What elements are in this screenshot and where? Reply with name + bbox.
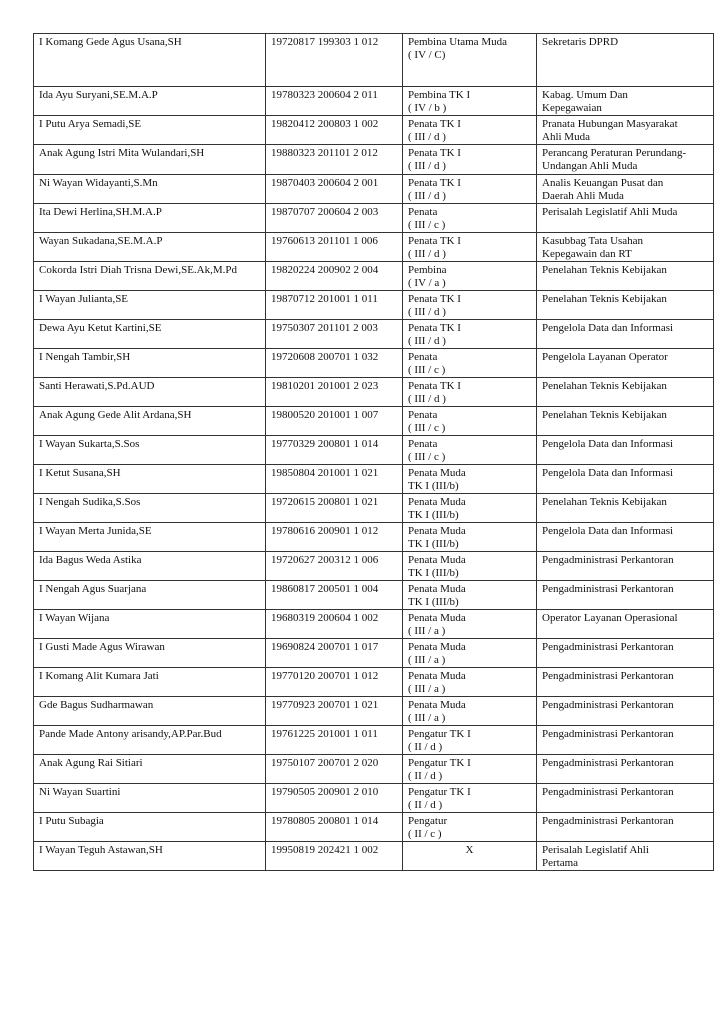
- cell-text: Ida Bagus Weda Astika: [39, 554, 142, 566]
- cell-text: Pengadministrasi Perkantoran: [542, 728, 674, 740]
- table-row: [34, 697, 714, 726]
- cell-text: ( IV / a ): [408, 277, 446, 289]
- employee-rank-cell: [403, 291, 537, 320]
- cell-text: ( III / d ): [408, 248, 446, 260]
- employee-position-cell: [537, 610, 714, 639]
- cell-text: Anak Agung Istri Mita Wulandari,SH: [39, 147, 205, 159]
- employee-rank-cell: [403, 175, 537, 204]
- employee-position-cell: [537, 697, 714, 726]
- employee-nip-cell: [266, 697, 403, 726]
- employee-position-cell: [537, 726, 714, 755]
- cell-text: Wayan Sukadana,SE.M.A.P: [39, 235, 163, 247]
- cell-text: Anak Agung Rai Sitiari: [39, 757, 143, 769]
- cell-text: Penata Muda: [408, 699, 466, 711]
- employee-position-cell: [537, 320, 714, 349]
- table-row: [34, 813, 714, 842]
- employee-table: [33, 33, 714, 871]
- cell-text: Pengelola Data dan Informasi: [542, 525, 674, 537]
- employee-nip-cell: [266, 494, 403, 523]
- cell-text: 19680319 200604 1 002: [271, 612, 379, 624]
- cell-text: Penata TK I: [408, 118, 461, 130]
- cell-text: Penata: [408, 409, 438, 421]
- employee-rank-cell: [403, 523, 537, 552]
- cell-text: Pengadministrasi Perkantoran: [542, 670, 674, 682]
- table-row: [34, 233, 714, 262]
- cell-text: I Wayan Julianta,SE: [39, 293, 129, 305]
- cell-text: Penata TK I: [408, 322, 461, 334]
- cell-text: ( III / c ): [408, 364, 446, 376]
- employee-nip-cell: [266, 116, 403, 145]
- employee-rank-cell: [403, 378, 537, 407]
- cell-text: Penelahan Teknis Kebijakan: [542, 293, 667, 305]
- employee-name-cell: [34, 145, 266, 175]
- table-row: [34, 175, 714, 204]
- cell-text: I Ketut Susana,SH: [39, 467, 121, 479]
- cell-text: Pembina Utama Muda: [408, 36, 507, 48]
- cell-text: Penata Muda: [408, 583, 466, 595]
- table-row: [34, 204, 714, 233]
- employee-rank-cell: [403, 813, 537, 842]
- employee-nip-cell: [266, 233, 403, 262]
- employee-name-cell: [34, 233, 266, 262]
- cell-text: Pengelola Data dan Informasi: [542, 438, 674, 450]
- cell-text: Pengadministrasi Perkantoran: [542, 786, 674, 798]
- cell-text: Penata: [408, 351, 438, 363]
- employee-rank-cell: [403, 581, 537, 610]
- cell-text: Penata TK I: [408, 177, 461, 189]
- cell-text: 19760613 201101 1 006: [271, 235, 378, 247]
- employee-name-cell: [34, 552, 266, 581]
- cell-text: ( IV / b ): [408, 102, 447, 114]
- cell-text: Penelahan Teknis Kebijakan: [542, 496, 667, 508]
- cell-text: Pembina: [408, 264, 447, 276]
- table-row: [34, 291, 714, 320]
- employee-position-cell: [537, 552, 714, 581]
- cell-text: ( II / d ): [408, 770, 443, 782]
- employee-nip-cell: [266, 668, 403, 697]
- employee-name-cell: [34, 320, 266, 349]
- employee-rank-cell: [403, 87, 537, 116]
- employee-nip-cell: [266, 581, 403, 610]
- cell-text: Penata Muda: [408, 496, 466, 508]
- cell-text: Perisalah Legislatif Ahli Muda: [542, 206, 678, 218]
- table-row: [34, 34, 714, 87]
- cell-text: Penata Muda: [408, 525, 466, 537]
- employee-rank-cell: [403, 407, 537, 436]
- employee-position-cell: [537, 291, 714, 320]
- cell-text: 19780323 200604 2 011: [271, 89, 378, 101]
- employee-nip-cell: [266, 726, 403, 755]
- cell-text: X: [465, 844, 474, 856]
- cell-text: Kabag. Umum Dan: [542, 89, 628, 101]
- employee-name-cell: [34, 116, 266, 145]
- employee-position-cell: [537, 34, 714, 87]
- employee-name-cell: [34, 378, 266, 407]
- employee-nip-cell: [266, 610, 403, 639]
- cell-text: Pande Made Antony arisandy,AP.Par.Bud: [39, 728, 222, 740]
- cell-text: Daerah Ahli Muda: [542, 190, 624, 202]
- employee-position-cell: [537, 145, 714, 175]
- cell-text: Penelahan Teknis Kebijakan: [542, 409, 667, 421]
- cell-text: Penata TK I: [408, 380, 461, 392]
- cell-text: I Putu Subagia: [39, 815, 104, 827]
- employee-rank-cell: [403, 320, 537, 349]
- cell-text: Undangan Ahli Muda: [542, 160, 638, 172]
- employee-rank-cell: [403, 639, 537, 668]
- employee-position-cell: [537, 842, 714, 871]
- employee-name-cell: [34, 639, 266, 668]
- cell-text: 19770329 200801 1 014: [271, 438, 379, 450]
- employee-position-cell: [537, 262, 714, 291]
- cell-text: 19750107 200701 2 020: [271, 757, 379, 769]
- table-row: [34, 668, 714, 697]
- employee-nip-cell: [266, 349, 403, 378]
- cell-text: ( II / c ): [408, 828, 442, 840]
- employee-name-cell: [34, 581, 266, 610]
- cell-text: Pengadministrasi Perkantoran: [542, 815, 674, 827]
- cell-text: TK I (III/b): [408, 509, 459, 521]
- employee-name-cell: [34, 726, 266, 755]
- cell-text: Perancang Peraturan Perundang-: [542, 147, 687, 159]
- table-row: [34, 494, 714, 523]
- cell-text: Ni Wayan Widayanti,S.Mn: [39, 177, 158, 189]
- employee-nip-cell: [266, 34, 403, 87]
- employee-name-cell: [34, 465, 266, 494]
- cell-text: Penata: [408, 206, 438, 218]
- cell-text: 19720817 199303 1 012: [271, 36, 379, 48]
- employee-name-cell: [34, 842, 266, 871]
- employee-nip-cell: [266, 175, 403, 204]
- cell-text: ( III / d ): [408, 306, 446, 318]
- employee-rank-cell: [403, 116, 537, 145]
- cell-text: ( III / a ): [408, 683, 446, 695]
- employee-rank-cell: [403, 784, 537, 813]
- employee-name-cell: [34, 87, 266, 116]
- table-row: [34, 378, 714, 407]
- cell-text: Anak Agung Gede Alit Ardana,SH: [39, 409, 192, 421]
- cell-text: TK I (III/b): [408, 567, 459, 579]
- employee-position-cell: [537, 523, 714, 552]
- employee-rank-cell: [403, 436, 537, 465]
- table-row: [34, 349, 714, 378]
- employee-nip-cell: [266, 262, 403, 291]
- cell-text: Analis Keuangan Pusat dan: [542, 177, 664, 189]
- employee-nip-cell: [266, 755, 403, 784]
- cell-text: Penata TK I: [408, 147, 461, 159]
- cell-text: ( III / a ): [408, 712, 446, 724]
- employee-rank-cell: [403, 610, 537, 639]
- cell-text: 19770923 200701 1 021: [271, 699, 379, 711]
- cell-text: ( II / d ): [408, 741, 443, 753]
- employee-name-cell: [34, 755, 266, 784]
- cell-text: Penelahan Teknis Kebijakan: [542, 380, 667, 392]
- table-row: [34, 320, 714, 349]
- employee-position-cell: [537, 233, 714, 262]
- cell-text: Ita Dewi Herlina,SH.M.A.P: [39, 206, 162, 218]
- cell-text: 19870403 200604 2 001: [271, 177, 379, 189]
- cell-text: Penata Muda: [408, 612, 466, 624]
- table-row: [34, 842, 714, 871]
- employee-position-cell: [537, 639, 714, 668]
- cell-text: TK I (III/b): [408, 596, 459, 608]
- employee-name-cell: [34, 204, 266, 233]
- employee-position-cell: [537, 494, 714, 523]
- employee-position-cell: [537, 349, 714, 378]
- employee-nip-cell: [266, 639, 403, 668]
- cell-text: 19850804 201001 1 021: [271, 467, 379, 479]
- cell-text: TK I (III/b): [408, 538, 459, 550]
- employee-name-cell: [34, 784, 266, 813]
- employee-rank-cell: [403, 494, 537, 523]
- cell-text: 19720627 200312 1 006: [271, 554, 379, 566]
- employee-position-cell: [537, 465, 714, 494]
- cell-text: 19800520 201001 1 007: [271, 409, 379, 421]
- employee-nip-cell: [266, 204, 403, 233]
- cell-text: I Wayan Merta Junida,SE: [39, 525, 152, 537]
- employee-nip-cell: [266, 320, 403, 349]
- cell-text: 19870707 200604 2 003: [271, 206, 379, 218]
- cell-text: 19780805 200801 1 014: [271, 815, 379, 827]
- cell-text: ( III / d ): [408, 190, 446, 202]
- employee-position-cell: [537, 407, 714, 436]
- cell-text: I Wayan Teguh Astawan,SH: [39, 844, 163, 856]
- employee-nip-cell: [266, 378, 403, 407]
- table-row: [34, 755, 714, 784]
- employee-rank-cell: [403, 262, 537, 291]
- employee-name-cell: [34, 697, 266, 726]
- cell-text: Pranata Hubungan Masyarakat: [542, 118, 678, 130]
- cell-text: Santi Herawati,S.Pd.AUD: [39, 380, 155, 392]
- employee-name-cell: [34, 668, 266, 697]
- employee-name-cell: [34, 175, 266, 204]
- employee-name-cell: [34, 407, 266, 436]
- employee-rank-cell: [403, 842, 537, 871]
- cell-text: 19761225 201001 1 011: [271, 728, 378, 740]
- cell-text: 19720615 200801 1 021: [271, 496, 379, 508]
- employee-nip-cell: [266, 552, 403, 581]
- table-row: [34, 581, 714, 610]
- cell-text: I Komang Gede Agus Usana,SH: [39, 36, 182, 48]
- cell-text: ( III / d ): [408, 335, 446, 347]
- employee-rank-cell: [403, 204, 537, 233]
- cell-text: Penata TK I: [408, 293, 461, 305]
- cell-text: ( III / c ): [408, 451, 446, 463]
- table-row: [34, 407, 714, 436]
- employee-position-cell: [537, 175, 714, 204]
- cell-text: Perisalah Legislatif Ahli: [542, 844, 649, 856]
- table-row: [34, 145, 714, 175]
- cell-text: 19880323 201101 2 012: [271, 147, 378, 159]
- table-row: [34, 610, 714, 639]
- cell-text: Penata Muda: [408, 670, 466, 682]
- employee-name-cell: [34, 523, 266, 552]
- table-row: [34, 87, 714, 116]
- cell-text: ( III / a ): [408, 654, 446, 666]
- cell-text: ( III / d ): [408, 160, 446, 172]
- employee-nip-cell: [266, 523, 403, 552]
- employee-name-cell: [34, 813, 266, 842]
- employee-position-cell: [537, 378, 714, 407]
- cell-text: 19820412 200803 1 002: [271, 118, 379, 130]
- employee-name-cell: [34, 262, 266, 291]
- employee-rank-cell: [403, 697, 537, 726]
- employee-position-cell: [537, 116, 714, 145]
- employee-position-cell: [537, 204, 714, 233]
- cell-text: I Wayan Wijana: [39, 612, 110, 624]
- employee-nip-cell: [266, 291, 403, 320]
- table-row: [34, 784, 714, 813]
- cell-text: I Wayan Sukarta,S.Sos: [39, 438, 140, 450]
- employee-position-cell: [537, 581, 714, 610]
- employee-name-cell: [34, 291, 266, 320]
- employee-name-cell: [34, 34, 266, 87]
- cell-text: Penata TK I: [408, 235, 461, 247]
- employee-nip-cell: [266, 436, 403, 465]
- table-row: [34, 552, 714, 581]
- employee-rank-cell: [403, 465, 537, 494]
- cell-text: I Nengah Tambir,SH: [39, 351, 131, 363]
- cell-text: Gde Bagus Sudharmawan: [39, 699, 154, 711]
- table-row: [34, 262, 714, 291]
- cell-text: Penata Muda: [408, 641, 466, 653]
- cell-text: Pengadministrasi Perkantoran: [542, 583, 674, 595]
- cell-text: Ahli Muda: [542, 131, 590, 143]
- employee-rank-cell: [403, 145, 537, 175]
- cell-text: Kepegawain dan RT: [542, 248, 632, 260]
- table-row: [34, 523, 714, 552]
- employee-table-body: [34, 34, 714, 871]
- cell-text: Pengelola Data dan Informasi: [542, 467, 674, 479]
- cell-text: 19950819 202421 1 002: [271, 844, 379, 856]
- table-row: [34, 726, 714, 755]
- cell-text: I Nengah Agus Suarjana: [39, 583, 147, 595]
- employee-name-cell: [34, 436, 266, 465]
- cell-text: Pengadministrasi Perkantoran: [542, 699, 674, 711]
- employee-nip-cell: [266, 813, 403, 842]
- employee-nip-cell: [266, 784, 403, 813]
- cell-text: I Putu Arya Semadi,SE: [39, 118, 142, 130]
- cell-text: Kepegawaian: [542, 102, 602, 114]
- cell-text: ( III / c ): [408, 422, 446, 434]
- cell-text: Penata: [408, 438, 438, 450]
- cell-text: Pembina TK I: [408, 89, 471, 101]
- cell-text: Pengelola Layanan Operator: [542, 351, 668, 363]
- cell-text: Dewa Ayu Ketut Kartini,SE: [39, 322, 162, 334]
- cell-text: I Nengah Sudika,S.Sos: [39, 496, 141, 508]
- table-row: [34, 465, 714, 494]
- cell-text: Cokorda Istri Diah Trisna Dewi,SE.Ak,M.Pd: [39, 264, 238, 276]
- cell-text: Ni Wayan Suartini: [39, 786, 121, 798]
- cell-text: ( III / a ): [408, 625, 446, 637]
- cell-text: ( III / d ): [408, 131, 446, 143]
- employee-rank-cell: [403, 755, 537, 784]
- employee-position-cell: [537, 87, 714, 116]
- employee-nip-cell: [266, 465, 403, 494]
- cell-text: 19870712 201001 1 011: [271, 293, 378, 305]
- cell-text: I Gusti Made Agus Wirawan: [39, 641, 165, 653]
- cell-text: Kasubbag Tata Usahan: [542, 235, 644, 247]
- cell-text: Penata Muda: [408, 554, 466, 566]
- employee-nip-cell: [266, 145, 403, 175]
- cell-text: 19860817 200501 1 004: [271, 583, 379, 595]
- cell-text: Ida Ayu Suryani,SE.M.A.P: [39, 89, 158, 101]
- cell-text: 19820224 200902 2 004: [271, 264, 379, 276]
- cell-text: Operator Layanan Operasional: [542, 612, 678, 624]
- cell-text: Pengatur TK I: [408, 786, 471, 798]
- cell-text: ( III / c ): [408, 219, 446, 231]
- cell-text: 19780616 200901 1 012: [271, 525, 379, 537]
- employee-nip-cell: [266, 842, 403, 871]
- cell-text: I Komang Alit Kumara Jati: [39, 670, 159, 682]
- cell-text: 19750307 201101 2 003: [271, 322, 378, 334]
- table-row: [34, 116, 714, 145]
- employee-rank-cell: [403, 726, 537, 755]
- cell-text: Pengatur TK I: [408, 728, 471, 740]
- employee-position-cell: [537, 436, 714, 465]
- cell-text: 19770120 200701 1 012: [271, 670, 379, 682]
- cell-text: 19790505 200901 2 010: [271, 786, 379, 798]
- cell-text: Pengelola Data dan Informasi: [542, 322, 674, 334]
- employee-rank-cell: [403, 552, 537, 581]
- employee-position-cell: [537, 755, 714, 784]
- cell-text: 19720608 200701 1 032: [271, 351, 379, 363]
- table-row: [34, 639, 714, 668]
- employee-nip-cell: [266, 407, 403, 436]
- cell-text: ( IV / C): [408, 49, 446, 61]
- cell-text: 19810201 201001 2 023: [271, 380, 379, 392]
- employee-position-cell: [537, 813, 714, 842]
- cell-text: Sekretaris DPRD: [542, 36, 619, 48]
- cell-text: Pengadministrasi Perkantoran: [542, 554, 674, 566]
- cell-text: ( III / d ): [408, 393, 446, 405]
- employee-position-cell: [537, 784, 714, 813]
- employee-rank-cell: [403, 349, 537, 378]
- cell-text: Pengatur TK I: [408, 757, 471, 769]
- employee-nip-cell: [266, 87, 403, 116]
- cell-text: 19690824 200701 1 017: [271, 641, 379, 653]
- cell-text: Pertama: [542, 857, 579, 869]
- employee-name-cell: [34, 349, 266, 378]
- employee-rank-cell: [403, 668, 537, 697]
- employee-rank-cell: [403, 34, 537, 87]
- employee-position-cell: [537, 668, 714, 697]
- cell-text: ( II / d ): [408, 799, 443, 811]
- cell-text: Penelahan Teknis Kebijakan: [542, 264, 667, 276]
- cell-text: Penata Muda: [408, 467, 466, 479]
- cell-text: Pengatur: [408, 815, 448, 827]
- employee-name-cell: [34, 610, 266, 639]
- table-row: [34, 436, 714, 465]
- employee-rank-cell: [403, 233, 537, 262]
- cell-text: Pengadministrasi Perkantoran: [542, 641, 674, 653]
- employee-name-cell: [34, 494, 266, 523]
- cell-text: Pengadministrasi Perkantoran: [542, 757, 674, 769]
- cell-text: TK I (III/b): [408, 480, 459, 492]
